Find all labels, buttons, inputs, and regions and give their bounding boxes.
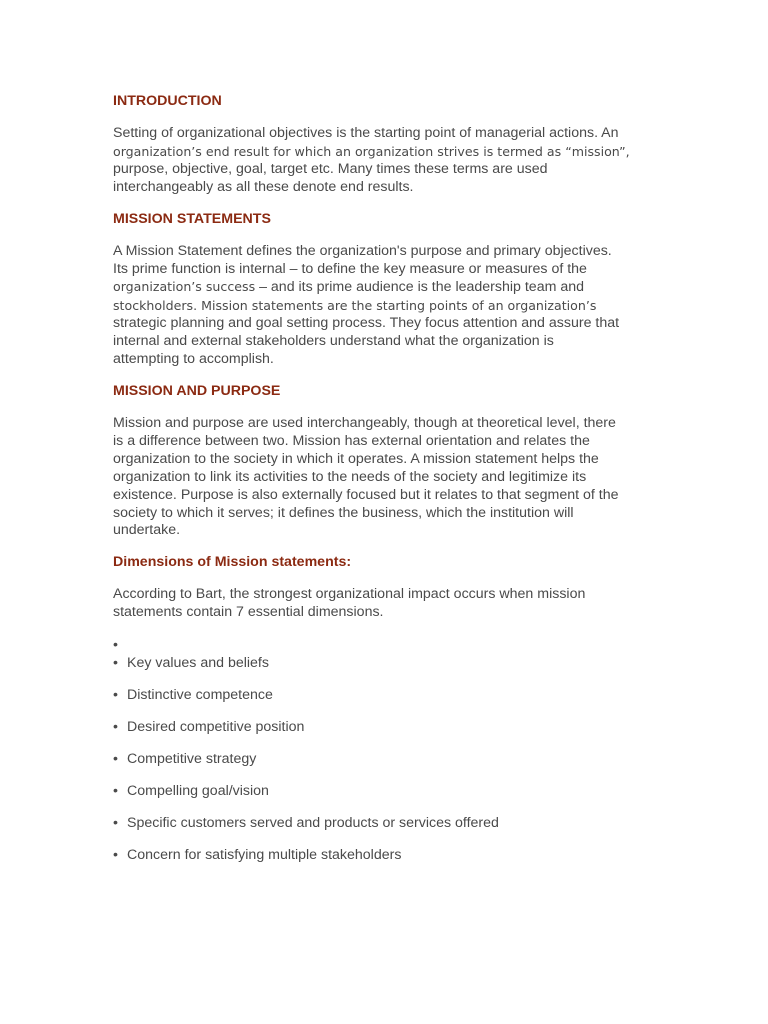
list-item [113,815,658,832]
text-fragment: organization’s success [113,279,256,295]
bullet-icon: • [113,783,118,800]
heading-mission-statements: MISSION STATEMENTS [113,210,271,227]
text-fragment: – and its prime audience is the leadership team and [255,279,585,296]
text-line: strategic planning and goal setting process. They focus attention and assure that [113,315,620,332]
heading-mission-and-purpose: MISSION AND PURPOSE [113,382,281,399]
list-item-text: Desired competitive position [127,719,305,736]
list-item [113,751,658,768]
text-line: Its prime function is internal – to define the key measure or measures of the [113,260,587,277]
text-line: attempting to accomplish. [113,351,274,368]
list-item [113,847,658,864]
text-line: organization to link its activities to the needs of the society and legitimize its [113,468,587,485]
text-line: internal and external stakeholders understand what the organization is [113,333,554,350]
list-item-text: Compelling goal/vision [127,783,269,800]
text-line: Mission and purpose are used interchangeably, though at theoretical level, there [113,414,616,431]
paragraph-dimensions [113,586,658,622]
text-line: existence. Purpose is also externally focused but it relates to that segment of the [113,486,619,503]
text-line: stockholders. Mission statements are the starting points of an organization’s [113,298,597,314]
dimensions-list [113,637,658,864]
text-line: Setting of organizational objectives is the starting point of managerial actions. An [113,125,619,141]
text-line: A Mission Statement defines the organization's purpose and primary objectives. [113,242,612,259]
text-line: interchangeably as all these denote end results. [113,178,414,195]
list-item-text: Concern for satisfying multiple stakeholders [127,847,402,864]
list-item [113,655,658,672]
list-item [113,783,658,800]
list-item-text: Competitive strategy [127,751,257,768]
list-item [113,719,658,736]
bullet-icon: • [113,815,118,832]
text-line: purpose, objective, goal, target etc. Many times these terms are used [113,160,548,177]
text-line: undertake. [113,522,181,539]
bullet-icon: • [113,637,118,654]
list-item-text: Distinctive competence [127,687,273,704]
document-page [113,93,658,879]
paragraph-mission-statements [113,243,658,369]
text-line: statements contain 7 essential dimensions. [113,604,384,621]
heading-dimensions: Dimensions of Mission statements: [113,554,352,571]
text-line: society to which it serves; it defines the business, which the institution will [113,504,574,521]
text-line: organization’s end result for which an organization strives is termed as “mission”, [113,143,630,159]
paragraph-introduction [113,125,658,197]
bullet-icon: • [113,655,118,672]
text-line: According to Bart, the strongest organizational impact occurs when mission [113,586,586,603]
text-line: is a difference between two. Mission has external orientation and relates the [113,432,590,449]
list-item-text: Specific customers served and products or services offered [127,815,499,832]
list-item [113,687,658,704]
text-line-mixed [113,278,658,297]
bullet-icon: • [113,847,118,864]
bullet-icon: • [113,751,118,768]
bullet-icon: • [113,687,118,704]
list-item-text: Key values and beliefs [127,655,269,672]
heading-introduction: INTRODUCTION [113,93,222,109]
list-item [113,637,658,654]
text-line: organization to the society in which it operates. A mission statement helps the [113,450,599,467]
bullet-icon: • [113,719,118,736]
paragraph-mission-and-purpose [113,415,658,540]
